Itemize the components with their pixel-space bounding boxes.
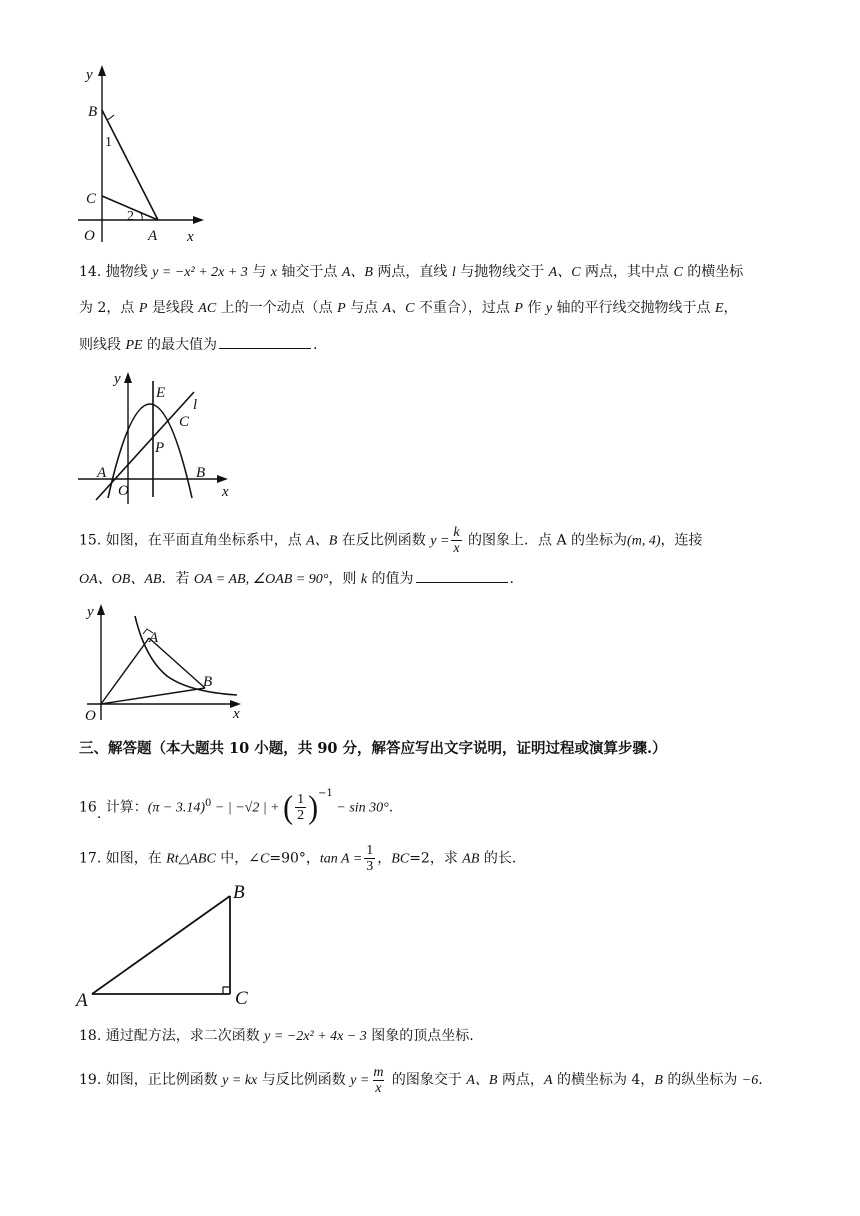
q15-line-1: 15. 如图，在平面直角坐标系中，点 A、B 在反比例函数 y = $\frac{k}{x}$ 的图象上．点 A 的坐标为(m, 4)，连接 — [79, 525, 703, 556]
q16-line: 16. 计算：$(\pi - 3.14)^0$ − | −√2 | + ( $\frac{1}{2}$ )$^{-1}$ − sin 30°. — [79, 788, 394, 826]
x-axis-label: x — [233, 706, 240, 722]
point-c-label: C — [86, 191, 97, 207]
y-axis-label: y — [114, 371, 121, 387]
figure-q13 — [74, 62, 214, 248]
point-e-label: E — [156, 385, 166, 401]
q17-line: 17. 如图，在 Rt△ABC 中，∠C=90°，tan A = $\frac{1}{3}$ ，BC=2，求 AB 的长. — [79, 843, 517, 874]
q18-line: 18. 通过配方法，求二次函数 y = −2x² + 4x − 3 图象的顶点坐标. — [79, 1028, 474, 1044]
point-b-label: B — [203, 674, 213, 690]
point-b-label: B — [233, 882, 245, 903]
point-a-label: A — [149, 630, 159, 646]
angle-2-label: 2 — [127, 209, 134, 224]
x-axis-label: x — [222, 484, 229, 500]
point-a-label: A — [76, 990, 88, 1010]
point-b-label: B — [196, 465, 206, 481]
y-axis-label: y — [86, 67, 93, 83]
figure-q14 — [76, 364, 246, 508]
point-a-label: A — [148, 228, 158, 244]
q14-line-1: 14. 抛物线 y = −x² + 2x + 3 与 x 轴交于点 A、B 两点，直线 l 与抛物线交于 A、C 两点，其中点 C 的横坐标 — [79, 264, 744, 280]
answer-blank[interactable] — [219, 334, 311, 349]
y-axis-label: y — [87, 604, 94, 620]
point-c-label: C — [179, 414, 190, 430]
figure-q15 — [79, 598, 249, 724]
q19-line: 19. 如图，正比例函数 y = kx 与反比例函数 y = $\frac{m}{x}$ 的图象交于 A、B 两点，A 的横坐标为 4，B 的纵坐标为 −6. — [79, 1064, 763, 1096]
q15-line-2: OA、OB、AB．若 OA = AB, ∠OAB = 90°，则 k 的值为 . — [79, 568, 514, 590]
q14-line-3: 则线段 PE 的最大值为 . — [79, 334, 317, 356]
point-p-label: P — [155, 440, 165, 456]
point-a-label: A — [97, 465, 107, 481]
section-heading: 三、解答题（本大题共 10 小题，共 90 分，解答应写出文字说明，证明过程或演算步骤.） — [79, 740, 667, 757]
origin-label: O — [84, 228, 95, 244]
answer-blank[interactable] — [416, 568, 508, 583]
point-c-label: C — [235, 988, 248, 1009]
point-b-label: B — [88, 104, 98, 120]
line-l-label: l — [193, 397, 198, 413]
figure-q17 — [72, 876, 272, 1010]
origin-label: O — [85, 708, 96, 724]
angle-1-label: 1 — [105, 135, 112, 150]
origin-label: O — [118, 483, 129, 499]
q14-line-2: 为 2，点 P 是线段 AC 上的一个动点（点 P 与点 A、C 不重合），过点 P 作 y 轴的平行线交抛物线于点 E， — [79, 300, 738, 316]
x-axis-label: x — [187, 229, 194, 245]
